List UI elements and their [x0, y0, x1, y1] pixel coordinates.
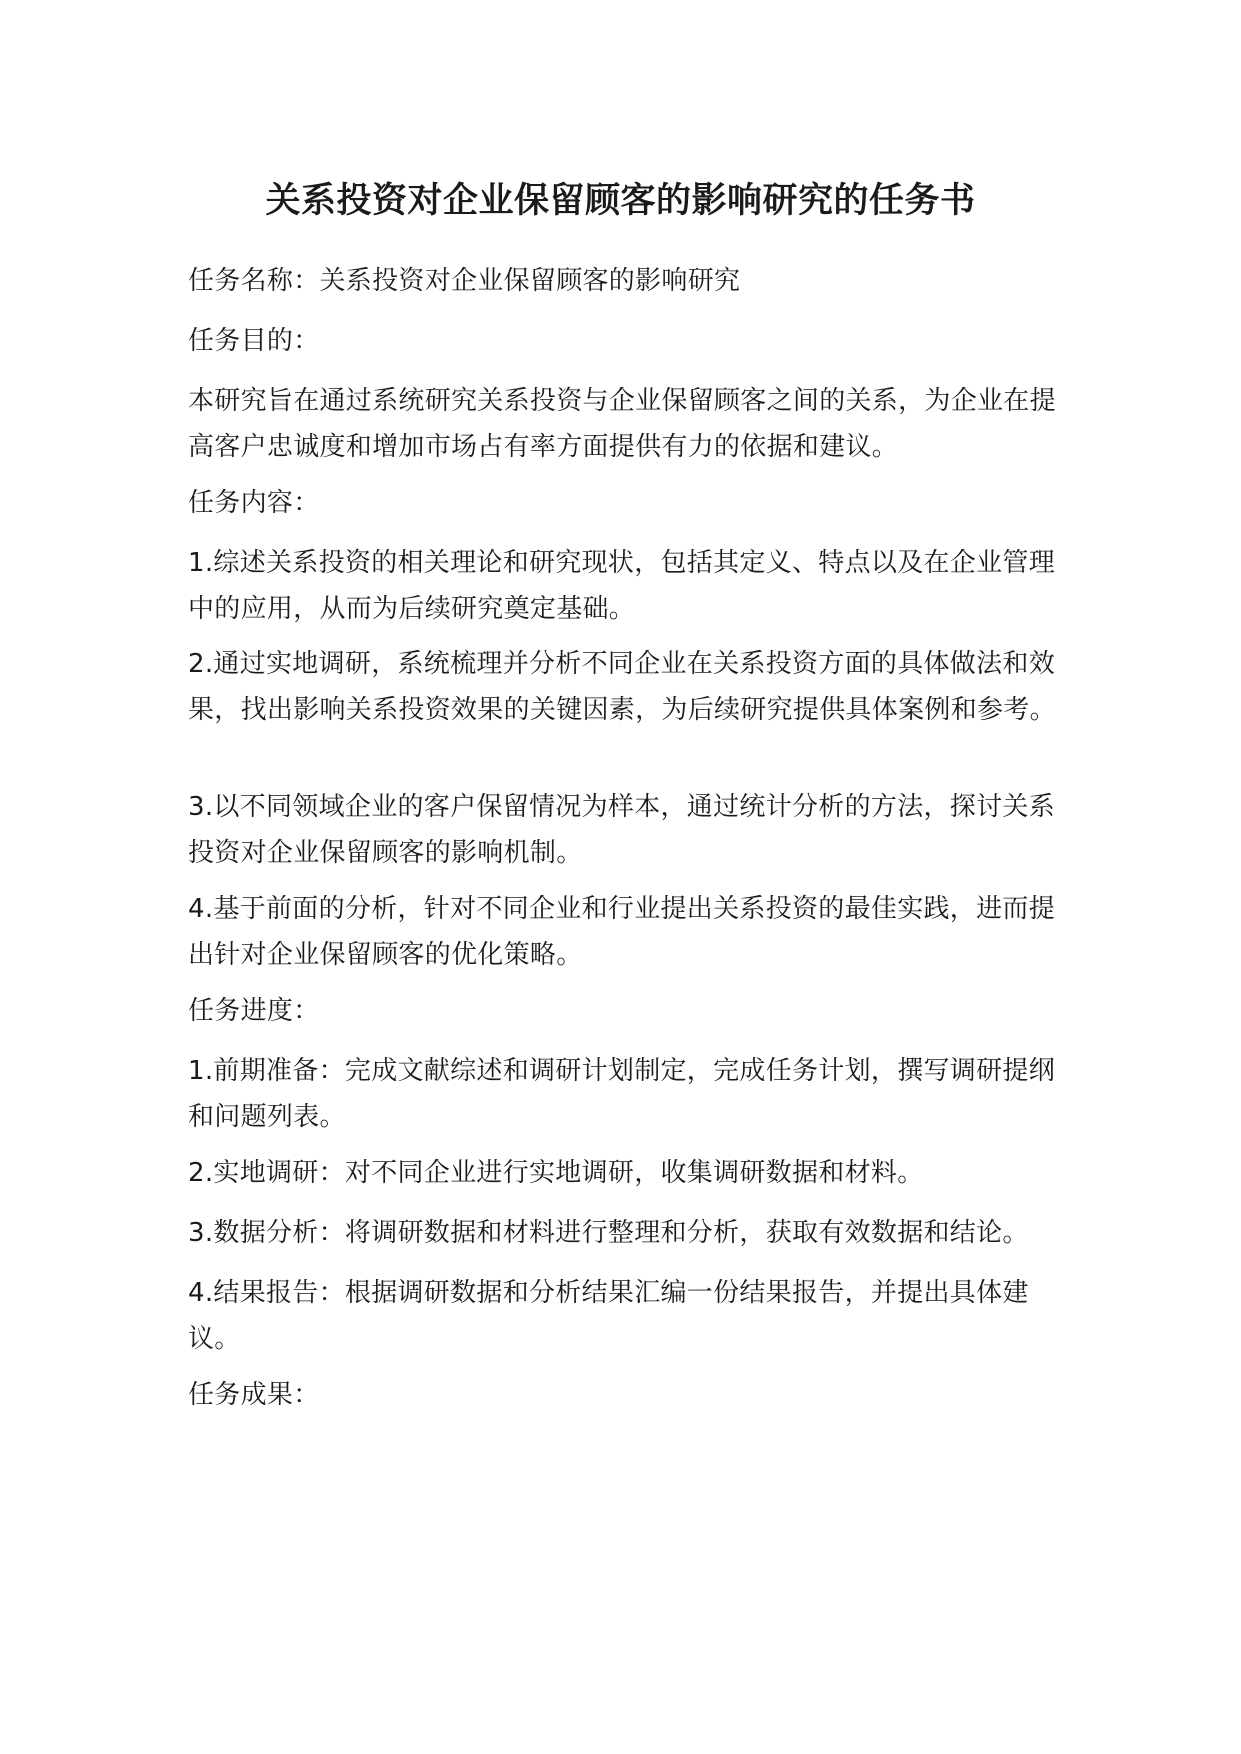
section-heading-progress: 任务进度：: [188, 996, 320, 1026]
section-heading-results: 任务成果：: [188, 1380, 320, 1410]
task-name: 任务名称：关系投资对企业保留顾客的影响研究: [188, 266, 741, 296]
content-item-3: 3.以不同领域企业的客户保留情况为样本，通过统计分析的方法，探讨关系投资对企业保留顾客的影响机制。: [188, 792, 1056, 868]
progress-item-1: 1.前期准备：完成文献综述和调研计划制定，完成任务计划，撰写调研提纲和问题列表。: [188, 1056, 1056, 1132]
section-heading-content: 任务内容：: [188, 488, 320, 518]
progress-item-3: 3.数据分析：将调研数据和材料进行整理和分析，获取有效数据和结论。: [188, 1218, 1029, 1248]
content-item-4: 4.基于前面的分析，针对不同企业和行业提出关系投资的最佳实践，进而提出针对企业保留顾客的优化策略。: [188, 894, 1056, 970]
document-title: 关系投资对企业保留顾客的影响研究的任务书: [265, 181, 976, 221]
purpose-paragraph: 本研究旨在通过系统研究关系投资与企业保留顾客之间的关系，为企业在提高客户忠诚度和增加市场占有率方面提供有力的依据和建议。: [188, 386, 1056, 462]
section-heading-purpose: 任务目的：: [188, 326, 320, 356]
content-item-2: 2.通过实地调研，系统梳理并分析不同企业在关系投资方面的具体做法和效果，找出影响关系投资效果的关键因素，为后续研究提供具体案例和参考。: [188, 649, 1056, 725]
content-item-1: 1.综述关系投资的相关理论和研究现状，包括其定义、特点以及在企业管理中的应用，从而为后续研究奠定基础。: [188, 548, 1056, 624]
progress-item-4: 4.结果报告：根据调研数据和分析结果汇编一份结果报告，并提出具体建议。: [188, 1278, 1029, 1354]
progress-item-2: 2.实地调研：对不同企业进行实地调研，收集调研数据和材料。: [188, 1158, 924, 1188]
